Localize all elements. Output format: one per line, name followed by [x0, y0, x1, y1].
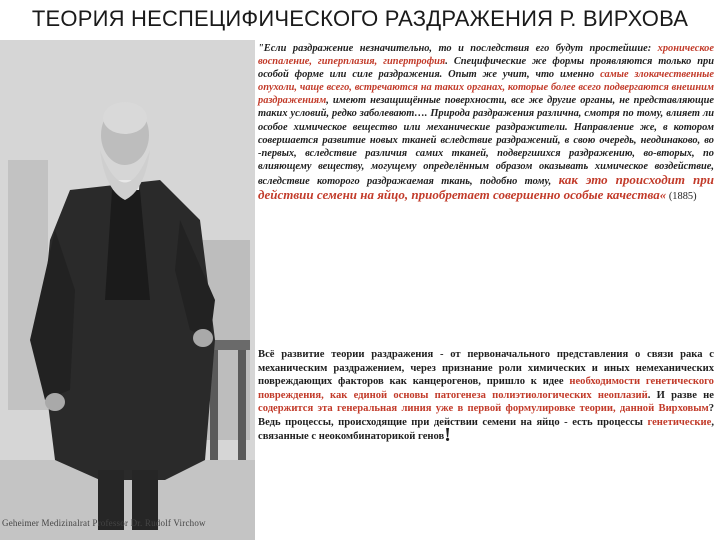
- quote-text: , имеют незащищённые поверхности, все же другие органы, не представляющие таких условий, редко заболевают…. Природа раздражения различна, смотря по тому, влияет ли особое химическое вещество или механические раздражители. Направление же, в котором совершается развитие новых тканей вследствие раздражений, в свою очередь, неодинаково, во -первых, вследствие различия самих тканей, подвергшихся раздражению, во-вторых, по влияющему веществу, могущему определённым образом оказывать химическое воздействие, вследствие которого раздражаемая ткань, подобно тому,: [258, 95, 714, 187]
- slide-title: ТЕОРИЯ НЕСПЕЦИФИЧЕСКОГО РАЗДРАЖЕНИЯ Р. ВИРХОВА: [31, 6, 689, 31]
- body-text: Всё развитие теории раздражения - от первоначального представления о связи рака с механическим раздражением, через признание роли химических и иных немеханических повреждающих факторов как канцерогенов, пришло к идее: [258, 349, 714, 388]
- quote-highlight: самые злокачественные опухоли, чаще всего, встречаются на таких органах, которые более всего подвергаются внешним раздражениям: [258, 69, 714, 107]
- quote-highlight: хроническое воспаление, гиперплазия, гипертрофия: [258, 43, 714, 68]
- portrait-photo: [0, 40, 255, 540]
- photo-caption: Geheimer Medizinalrat Professor Dr. Rudolf Virchow: [2, 518, 206, 528]
- exclamation-mark: !: [444, 423, 451, 446]
- quote-year: (1885): [666, 191, 697, 203]
- body-text: . И разве не: [647, 389, 714, 401]
- body-highlight: содержится эта генеральная линия уже в первой формулировке теории, данной Вирховым: [258, 403, 709, 415]
- quote-highlight-large: как это происходит при действии семени на яйцо, приобретает совершенно особые качества«: [258, 171, 714, 203]
- body-text: ? Ведь процессы, происходящие при действии семени на яйцо - есть процессы: [258, 403, 714, 428]
- virchow-quote: [258, 42, 714, 203]
- quote-text: "Если раздражение незначительно, то и последствия его будут простейшие:: [258, 43, 658, 54]
- quote-text: . Специфические же формы проявляются только при особой форме или силе раздражения. Опыт же учит, что именно: [258, 56, 714, 81]
- body-highlight: необходимости генетического повреждения, как единой основы патогенеза полиэтиологических неоплазий: [258, 376, 714, 401]
- body-highlight: генетические: [647, 416, 712, 428]
- commentary-paragraph: [258, 348, 714, 446]
- body-text: , связанные с неокомбинаторикой генов: [258, 416, 714, 442]
